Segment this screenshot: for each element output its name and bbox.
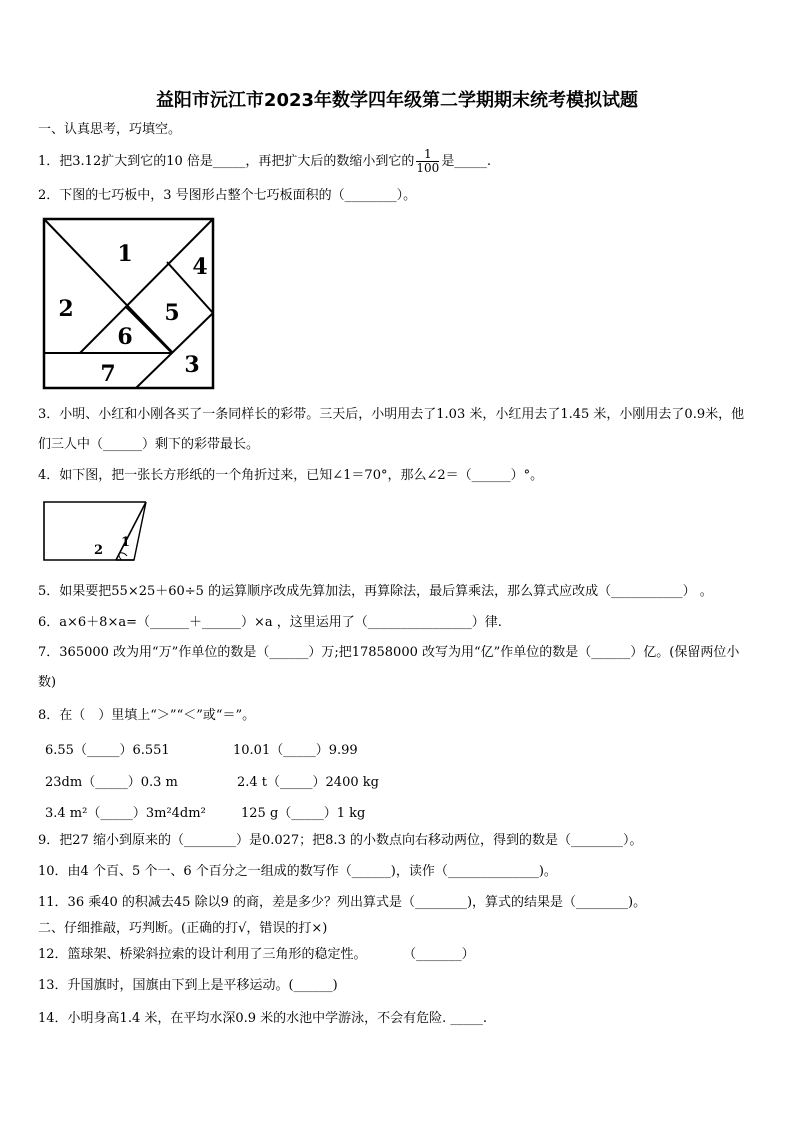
- compare-item: 125 g（_____）1 kg: [241, 806, 366, 821]
- compare-item: 23dm（_____）0.3 m: [45, 775, 178, 790]
- compare-item: 10.01（_____）9.99: [233, 743, 358, 758]
- question-3: 3．小明、小红和小刚各买了一条同样长的彩带。三天后，小明用去了1.03 米，小红用去了1.45 米，小刚用去了0.9米，他们三人中（______）剩下的彩带最长。: [38, 407, 745, 452]
- question-1-text-post: 是_____.: [441, 154, 491, 169]
- question-1-text-pre: 1．把3.12扩大到它的10 倍是_____，再把扩大后的数缩小到它的: [38, 154, 415, 169]
- compare-item: 2.4 t（_____）2400 kg: [237, 775, 379, 790]
- compare-item: 6.55（_____）6.551: [45, 743, 170, 758]
- fraction-one-hundredth: [416, 148, 439, 175]
- section-2-heading: 二、仔细推敲，巧判断。(正确的打√，错误的打×): [38, 921, 328, 936]
- folded-paper-figure: [40, 498, 152, 564]
- question-7: 7．365000 改为用“万”作单位的数是（______）万;把17858000 改写为用“亿”作单位的数是（______）亿。(保留两位小数): [38, 645, 740, 690]
- question-6: 6．a×6＋8×a=（______＋______）×a ，这里运用了（________________）律.: [38, 615, 502, 630]
- question-5: 5．如果要把55×25＋60÷5 的运算顺序改成先算加法，再算除法，最后算乘法，那么算式应改成（___________） 。: [38, 584, 713, 599]
- question-14: 14．小明身高1.4 米，在平均水深0.9 米的水池中学游泳，不会有危险. _____.: [38, 1011, 488, 1026]
- question-1: [38, 148, 491, 175]
- fraction-denominator: 100: [416, 161, 440, 175]
- question-8: 8．在（ ）里填上“＞”“＜”或“＝”。: [38, 708, 256, 723]
- question-2: 2．下图的七巧板中，3 号图形占整个七巧板面积的（________）。: [38, 188, 417, 203]
- tangram-label-5: 5: [164, 300, 180, 326]
- exam-title: 益阳市沅江市2023年数学四年级第二学期期末统考模拟试题: [155, 90, 639, 111]
- angle-2-label: 2: [94, 543, 104, 558]
- angle-1-arc: [119, 553, 127, 556]
- section-1-heading: 一、认真思考，巧填空。: [38, 122, 182, 137]
- tangram-label-6: 6: [117, 324, 133, 350]
- question-10: 10．由4 个百、5 个一、6 个百分之一组成的数写作（______)，读作（______________)。: [38, 864, 557, 879]
- question-4: 4．如下图，把一张长方形纸的一个角折过来，已知∠1＝70°，那么∠2＝（______）°。: [38, 468, 544, 483]
- compare-item: 3.4 m²（_____）3m²4dm²: [45, 806, 206, 821]
- tangram-label-7: 7: [100, 361, 116, 387]
- question-9: 9．把27 缩小到原来的（________）是0.027；把8.3 的小数点向右移动两位，得到的数是（________）。: [38, 833, 643, 848]
- tangram-label-2: 2: [58, 296, 74, 322]
- question-11: 11．36 乘40 的积减去45 除以9 的商，差是多少？列出算式是（________)，算式的结果是（________)。: [38, 895, 647, 910]
- fraction-numerator: 1: [416, 148, 439, 162]
- tangram-label-1: 1: [117, 241, 133, 267]
- question-12: 12．篮球架、桥梁斜拉索的设计利用了三角形的稳定性。 （_______）: [38, 947, 475, 962]
- tangram-figure: [40, 216, 218, 392]
- angle-2-arc: [119, 553, 122, 560]
- tangram-label-4: 4: [192, 254, 208, 280]
- tangram-label-3: 3: [184, 352, 200, 378]
- angle-1-label: 1: [121, 535, 131, 550]
- tangram-diagonal: [44, 219, 172, 352]
- fold-line: [116, 502, 146, 560]
- question-13: 13．升国旗时，国旗由下到上是平移运动。(______): [38, 978, 338, 993]
